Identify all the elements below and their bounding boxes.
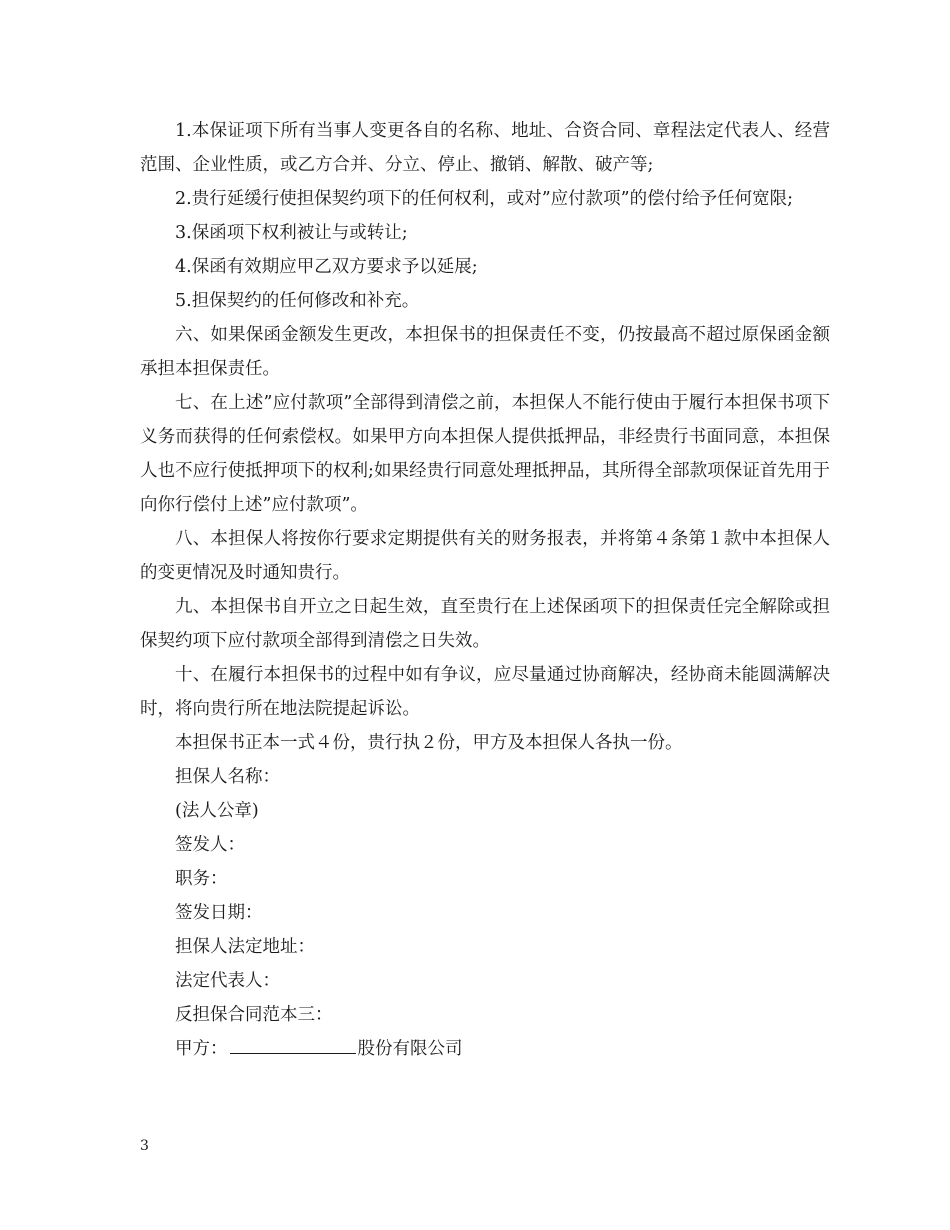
legal-representative-line: 法定代表人： [175,971,280,991]
issue-date-line: 签发日期： [175,903,263,923]
guarantor-address-line: 担保人法定地址： [175,937,315,957]
position-line: 职务： [175,869,228,889]
clause-4: 4.保函有效期应甲乙双方要求予以延展; [175,257,478,277]
party-a-blank [230,1033,356,1054]
article-8: 八、本担保人将按你行要求定期提供有关的财务报表，并将第４条第１款中本担保人的变更情况及时通知贵行。 [140,529,830,583]
clause-5: 5.担保契约的任何修改和补充。 [175,291,420,311]
clause-2: 2.贵行延缓行使担保契约项下的任何权利，或对”应付款项”的偿付给予任何宽限; [175,189,793,209]
issuer-line: 签发人： [175,835,245,855]
party-a-line [140,1032,830,1066]
article-6: 六、如果保函金额发生更改，本担保书的担保责任不变，仍按最高不超过原保函金额承担本担保责任。 [140,325,830,379]
copies-statement: 本担保书正本一式４份，贵行执２份，甲方及本担保人各执一份。 [175,733,683,753]
article-9: 九、本担保书自开立之日起生效，直至贵行在上述保函项下的担保责任完全解除或担保契约项下应付款项全部得到清偿之日失效。 [140,597,830,651]
clause-3: 3.保函项下权利被让与或转让; [175,223,408,243]
page-number: 3 [140,1138,149,1154]
guarantor-name-line: 担保人名称： [175,767,280,787]
party-a-suffix: 股份有限公司 [357,1039,463,1059]
article-10: 十、在履行本担保书的过程中如有争议，应尽量通过协商解决，经协商未能圆满解决时，将向贵行所在地法院提起诉讼。 [140,665,830,719]
party-a-label: 甲方： [175,1039,228,1059]
template-heading-line: 反担保合同范本三： [175,1005,333,1025]
article-7: 七、在上述”应付款项”全部得到清偿之前，本担保人不能行使由于履行本担保书项下义务而获得的任何索偿权。如果甲方向本担保人提供抵押品，非经贵行书面同意，本担保人也不应行使抵押项下的权利;如果经贵行同意处理抵押品，其所得全部款项保证首先用于向你行偿付上述”应付款项”。 [140,393,830,515]
clause-1: 1.本保证项下所有当事人变更各自的名称、地址、合资合同、章程法定代表人、经营范围、企业性质，或乙方合并、分立、停止、撤销、解散、破产等; [140,121,830,175]
corporate-seal-line: (法人公章) [175,801,259,821]
document-body [140,114,830,1066]
